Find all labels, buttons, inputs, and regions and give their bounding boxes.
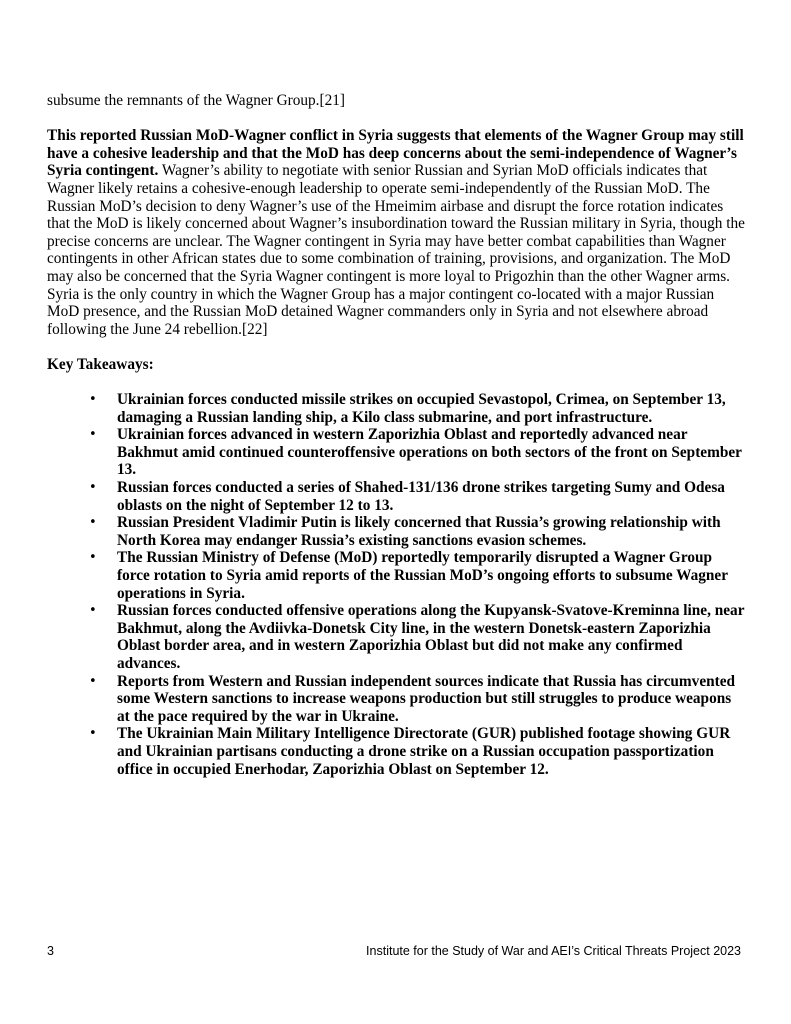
takeaway-text: Russian forces conducted offensive operations along the Kupyansk-Svatove-Kreminna line, near Bakhmut, along the Avdiivka-Donetsk City line, in the western Donetsk-eastern Zaporizhia Oblast border area, and in western Zaporizhia Oblast but did not make any confirmed advances. bbox=[117, 602, 745, 672]
analysis-paragraph bbox=[47, 127, 747, 338]
key-takeaways-heading: Key Takeaways: bbox=[47, 355, 154, 373]
bullet-icon: • bbox=[89, 392, 97, 408]
takeaway-item bbox=[89, 391, 747, 426]
takeaway-item bbox=[89, 514, 747, 549]
document-page bbox=[47, 92, 747, 778]
takeaway-text: Russian forces conducted a series of Shahed-131/136 drone strikes targeting Sumy and Odesa oblasts on the night of September 12 to 13. bbox=[117, 479, 725, 514]
key-takeaways-list bbox=[47, 391, 747, 778]
takeaway-text: The Ukrainian Main Military Intelligence Directorate (GUR) published footage showing GUR and Ukrainian partisans conducting a drone strike on a Russian occupation passportization office in occupied Enerhodar, Zaporizhia Oblast on September 12. bbox=[117, 725, 731, 778]
takeaway-text: The Russian Ministry of Defense (MoD) reportedly temporarily disrupted a Wagner Group force rotation to Syria amid reports of the Russian MoD’s ongoing efforts to subsume Wagner operations in Syria. bbox=[117, 549, 728, 602]
bullet-icon: • bbox=[89, 603, 97, 619]
takeaway-item bbox=[89, 725, 747, 778]
analysis-bold-lead: This reported Russian MoD-Wagner conflict in Syria suggests that elements of the Wagner Group may still have a cohesive leadership and that the MoD has deep concerns about the semi-independence of Wagner’s Syria contingent. bbox=[47, 127, 744, 180]
footer-credit: Institute for the Study of War and AEI’s Critical Threats Project 2023 bbox=[366, 944, 741, 958]
analysis-body-text: Wagner’s ability to negotiate with senior Russian and Syrian MoD officials indicates that Wagner likely retains a cohesive-enough leadership to operate semi-independently of the Russian MoD. The Russian MoD’s decision to deny Wagner’s use of the Hmeimim airbase and disrupt the force rotation indicates that the MoD is likely concerned about Wagner’s insubordination toward the Russian military in Syria, though the precise concerns are unclear. The Wagner contingent in Syria may have better combat capabilities than Wagner contingents in other African states due to some combination of training, provisions, and organization. The MoD may also be concerned that the Syria Wagner contingent is more loyal to Prigozhin than the other Wagner arms. Syria is the only country in which the Wagner Group has a major contingent co-located with a major Russian MoD presence, and the Russian MoD detained Wagner commanders only in Syria and not elsewhere abroad following the June 24 rebellion.[22] bbox=[47, 162, 745, 338]
bullet-icon: • bbox=[89, 550, 97, 566]
takeaway-text: Ukrainian forces conducted missile strikes on occupied Sevastopol, Crimea, on September 13, damaging a Russian landing ship, a Kilo class submarine, and port infrastructure. bbox=[117, 391, 726, 426]
takeaway-item bbox=[89, 426, 747, 479]
bullet-icon: • bbox=[89, 673, 97, 689]
bullet-icon: • bbox=[89, 515, 97, 531]
takeaway-text: Ukrainian forces advanced in western Zaporizhia Oblast and reportedly advanced near Bakhmut amid continued counteroffensive operations on both sectors of the front on September 13. bbox=[117, 426, 742, 479]
takeaway-item bbox=[89, 549, 747, 602]
intro-line: subsume the remnants of the Wagner Group.[21] bbox=[47, 92, 345, 109]
takeaway-item bbox=[89, 602, 747, 672]
takeaway-text: Reports from Western and Russian independent sources indicate that Russia has circumvented some Western sanctions to increase weapons production but still struggles to produce weapons at the pace required by the war in Ukraine. bbox=[117, 672, 736, 725]
bullet-icon: • bbox=[89, 480, 97, 496]
bullet-icon: • bbox=[89, 726, 97, 742]
page-number: 3 bbox=[47, 944, 54, 958]
bullet-icon: • bbox=[89, 427, 97, 443]
takeaway-item bbox=[89, 672, 747, 726]
takeaway-item bbox=[89, 479, 747, 514]
takeaway-text: Russian President Vladimir Putin is likely concerned that Russia’s growing relationship with North Korea may endanger Russia’s existing sanctions evasion schemes. bbox=[117, 514, 721, 549]
